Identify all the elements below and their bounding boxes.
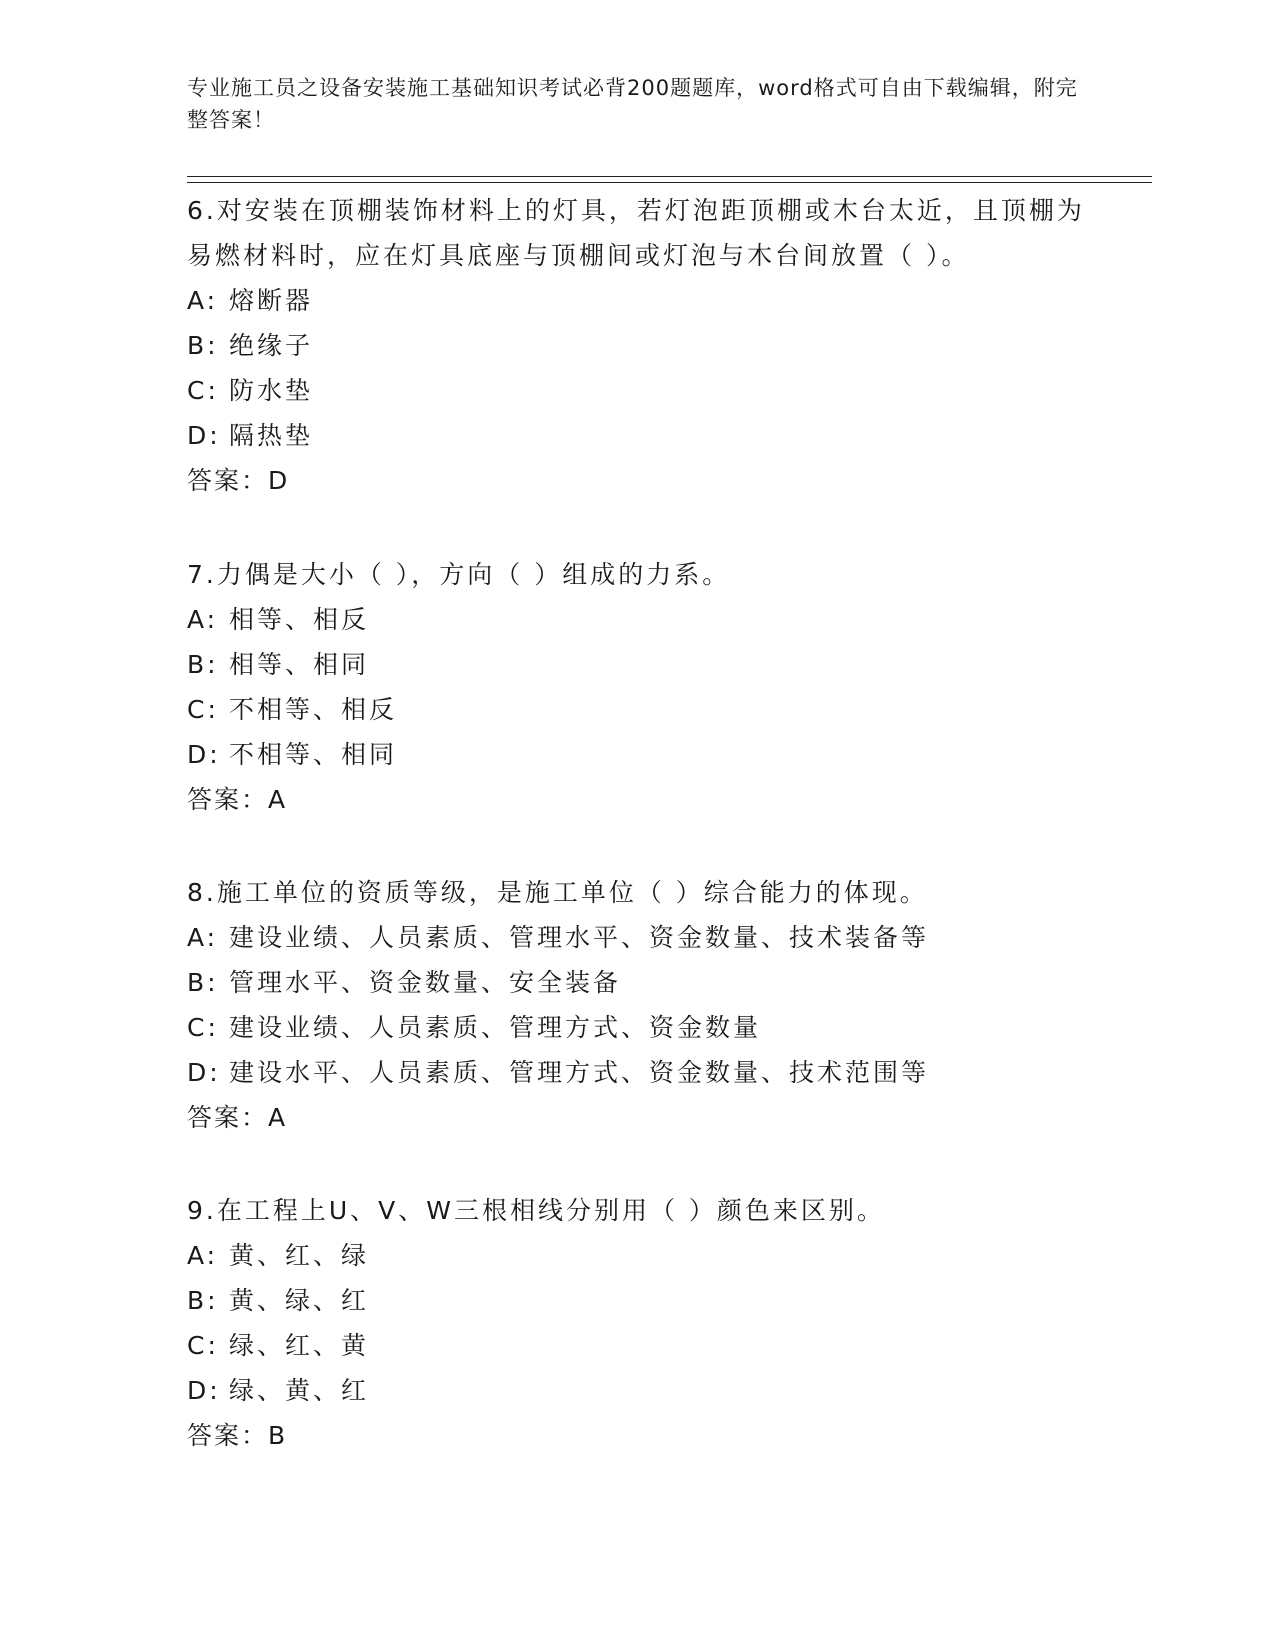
option-text: 建设水平、人员素质、管理方式、资金数量、技术范围等	[229, 1058, 930, 1087]
option-key: A:	[187, 286, 219, 315]
option-key: A:	[187, 1241, 219, 1270]
option-a	[187, 915, 1087, 960]
option-text: 黄、绿、红	[229, 1286, 370, 1315]
option-text: 绝缘子	[229, 331, 314, 360]
question-title: 7.力偶是大小（ ），方向（ ）组成的力系。	[187, 560, 731, 589]
question-9	[187, 1188, 1087, 1458]
option-key: A:	[187, 923, 219, 952]
option-key: C:	[187, 1013, 219, 1042]
option-c	[187, 368, 1087, 413]
option-d	[187, 732, 1087, 777]
option-key: A:	[187, 605, 219, 634]
header-divider-top	[187, 176, 1152, 177]
header-divider-bottom	[187, 182, 1152, 183]
question-8	[187, 870, 1087, 1140]
option-text: 建设业绩、人员素质、管理水平、资金数量、技术装备等	[229, 923, 930, 952]
option-a	[187, 1233, 1087, 1278]
option-text: 相等、相同	[229, 650, 370, 679]
option-b	[187, 323, 1087, 368]
option-c	[187, 1323, 1087, 1368]
option-d	[187, 1050, 1087, 1095]
option-text: 建设业绩、人员素质、管理方式、资金数量	[229, 1013, 762, 1042]
option-c	[187, 687, 1087, 732]
option-key: D:	[187, 1058, 221, 1087]
option-key: B:	[187, 650, 219, 679]
option-text: 防水垫	[229, 376, 314, 405]
option-key: C:	[187, 695, 219, 724]
question-7	[187, 552, 1087, 822]
option-key: D:	[187, 1376, 221, 1405]
option-text: 隔热垫	[229, 421, 314, 450]
question-6	[187, 188, 1087, 503]
option-b	[187, 960, 1087, 1005]
option-key: C:	[187, 1331, 219, 1360]
option-text: 管理水平、资金数量、安全装备	[229, 968, 622, 997]
option-text: 绿、红、黄	[229, 1331, 370, 1360]
option-key: D:	[187, 740, 221, 769]
option-text: 熔断器	[229, 286, 314, 315]
answer-line: 答案：D	[187, 466, 290, 495]
option-text: 不相等、相同	[229, 740, 398, 769]
option-key: C:	[187, 376, 219, 405]
option-text: 相等、相反	[229, 605, 370, 634]
option-b	[187, 642, 1087, 687]
option-key: B:	[187, 968, 219, 997]
option-text: 黄、红、绿	[229, 1241, 370, 1270]
option-text: 不相等、相反	[229, 695, 398, 724]
question-title: 9.在工程上U、V、W三根相线分别用（ ）颜色来区别。	[187, 1196, 885, 1225]
option-d	[187, 1368, 1087, 1413]
answer-line: 答案：A	[187, 1103, 288, 1132]
option-text: 绿、黄、红	[229, 1376, 370, 1405]
option-key: B:	[187, 331, 219, 360]
option-a	[187, 597, 1087, 642]
option-a	[187, 278, 1087, 323]
option-key: B:	[187, 1286, 219, 1315]
answer-line: 答案：A	[187, 785, 288, 814]
option-b	[187, 1278, 1087, 1323]
question-title: 6.对安装在顶棚装饰材料上的灯具，若灯泡距顶棚或木台太近，且顶棚为易燃材料时，应在灯具底座与顶棚间或灯泡与木台间放置（ ）。	[187, 196, 1085, 270]
document-header-title: 专业施工员之设备安装施工基础知识考试必背200题题库，word格式可自由下载编辑，附完整答案！	[187, 76, 1078, 132]
answer-line: 答案：B	[187, 1421, 288, 1450]
option-c	[187, 1005, 1087, 1050]
option-key: D:	[187, 421, 221, 450]
option-d	[187, 413, 1087, 458]
question-title: 8.施工单位的资质等级，是施工单位（ ）综合能力的体现。	[187, 878, 928, 907]
